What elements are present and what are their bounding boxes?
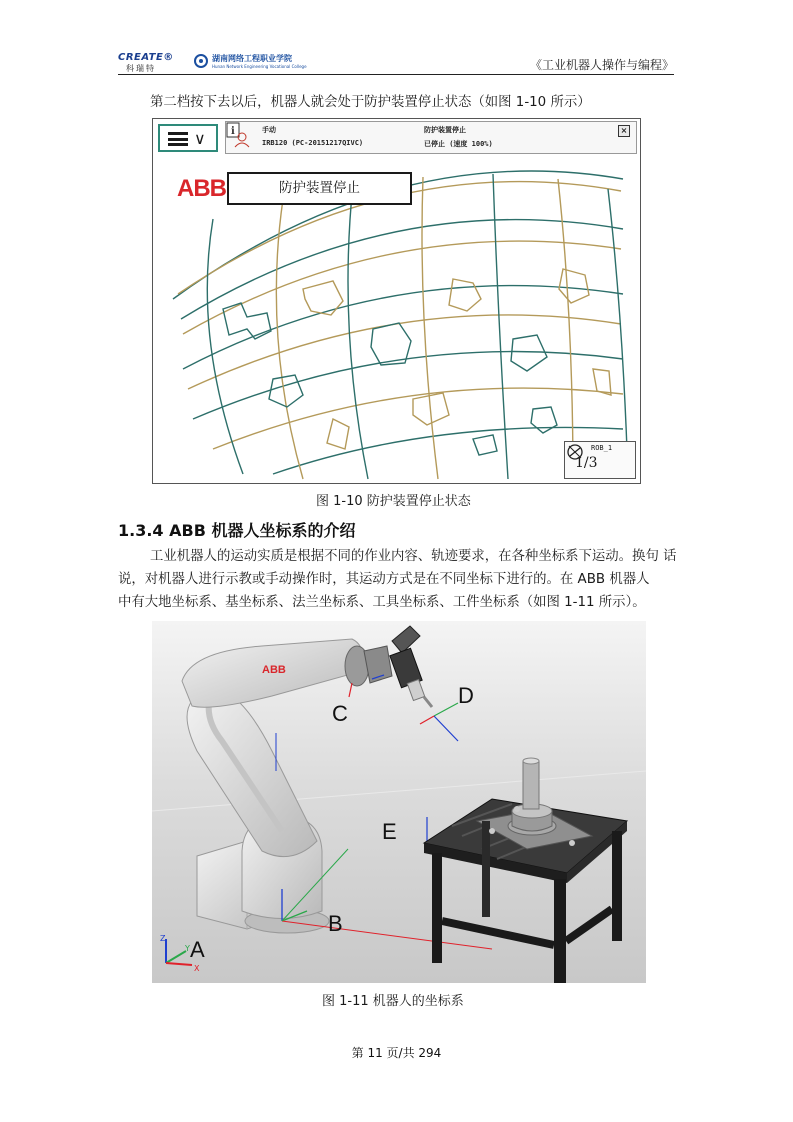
create-logo: [118, 52, 178, 74]
school-name-en: Hunan Network Engineering Vocational College: [212, 64, 307, 69]
svg-text:i: i: [231, 126, 235, 137]
task-fraction: 1/3: [575, 455, 598, 471]
book-title: 《工业机器人操作与编程》: [529, 58, 674, 72]
figure-guard-stop-screen: [152, 118, 641, 484]
school-emblem-icon: [194, 54, 208, 68]
paragraph-line-1: 工业机器人的运动实质是根据不同的作业内容、轨迹要求，在各种坐标系下运动。换句 话: [150, 549, 677, 564]
label-tool-frame: D: [458, 683, 474, 708]
speed-gauge-icon: [565, 442, 585, 460]
run-state-text: 已停止 (速度 100%): [424, 140, 493, 148]
status-bar: [225, 121, 637, 154]
label-base-frame: B: [328, 911, 343, 936]
mode-text: 手动: [262, 126, 276, 134]
robot-scene: [152, 621, 646, 983]
figure1-caption: 图 1-10 防护装置停止状态: [316, 494, 471, 509]
page-header: [118, 52, 674, 76]
chevron-down-icon: ∨: [194, 129, 206, 148]
school-name: 湖南网络工程职业学院: [212, 53, 292, 63]
abb-logo: ABB: [177, 175, 226, 202]
axis-label-y: Y: [185, 944, 190, 953]
intro-text: 第二档按下去以后，机器人就会处于防护装置停止状态（如图 1-10 所示）: [150, 95, 591, 110]
school-logo: [194, 52, 364, 74]
safety-state-text: 防护装置停止: [424, 126, 466, 134]
create-logo-subtext: 科瑞特: [126, 64, 156, 73]
guard-stop-message: 防护装置停止: [227, 172, 412, 205]
paragraph-line-3: 中有大地坐标系、基坐标系、法兰坐标系、工具坐标系、工件坐标系（如图 1-11 所示）。: [118, 595, 646, 610]
quickset-robot-button[interactable]: [564, 441, 636, 479]
label-flange-frame: C: [332, 701, 348, 726]
figure-robot-coordinate-systems: [152, 621, 646, 983]
main-menu-button[interactable]: [158, 124, 218, 152]
robot-name: ROB_1: [591, 444, 613, 452]
close-window-icon[interactable]: ×: [618, 125, 630, 137]
page-number: 第 11 页/共 294: [351, 1046, 442, 1060]
axis-label-z: Z: [160, 934, 166, 943]
controller-name: IRB120 (PC-20151217QIVC): [262, 139, 364, 147]
operator-info-icon[interactable]: [226, 122, 250, 148]
axis-label-x: X: [194, 964, 200, 973]
create-logo-text: CREATE®: [118, 52, 174, 63]
figure2-caption: 图 1-11 机器人的坐标系: [322, 994, 464, 1009]
robot-abb-logo: ABB: [262, 664, 286, 676]
paragraph-line-2: 说，对机器人进行示教或手动操作时，其运动方式是在不同坐标下进行的。在 ABB 机器人: [118, 572, 650, 587]
hamburger-icon: [168, 132, 188, 146]
section-heading: 1.3.4 ABB 机器人坐标系的介绍: [118, 521, 356, 540]
label-world-frame: A: [190, 937, 205, 962]
label-workobject-frame: E: [382, 819, 397, 844]
header-rule: [118, 74, 674, 75]
